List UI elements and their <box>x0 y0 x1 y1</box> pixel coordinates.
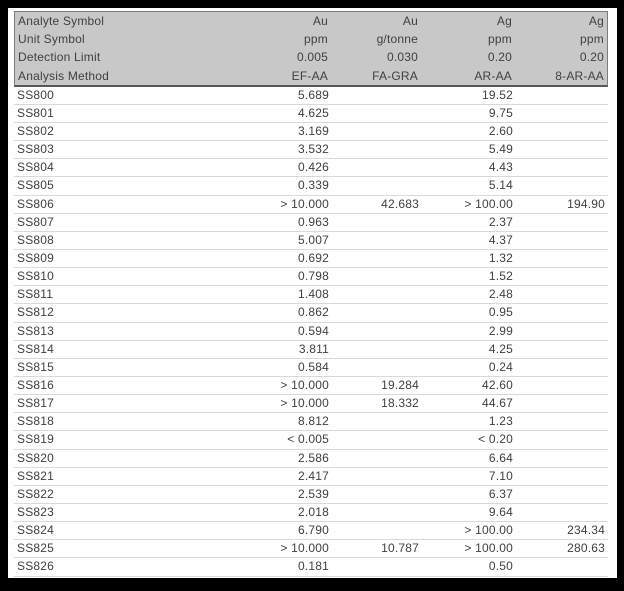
result-value <box>332 450 422 467</box>
header-row-label: Unit Symbol <box>18 32 85 47</box>
header-value: 0.20 <box>579 50 604 65</box>
sample-id: SS805 <box>17 178 55 193</box>
header-value: 0.030 <box>386 50 418 65</box>
table-row <box>14 377 608 395</box>
result-value <box>516 250 608 267</box>
result-value: 0.963 <box>297 214 329 229</box>
sample-id: SS806 <box>17 196 55 211</box>
result-value: 2.48 <box>488 287 513 302</box>
sample-id: SS810 <box>17 269 55 284</box>
result-value <box>516 304 608 321</box>
table-row <box>14 522 608 540</box>
header-row <box>15 48 607 66</box>
result-value <box>332 268 422 285</box>
result-value <box>332 304 422 321</box>
result-value: 0.181 <box>297 559 329 574</box>
sample-id: SS821 <box>17 468 55 483</box>
result-value: 7.10 <box>488 468 513 483</box>
header-value: 8-AR-AA <box>555 68 604 83</box>
result-value: > 10.000 <box>280 541 329 556</box>
result-value <box>516 486 608 503</box>
table-row <box>14 413 608 431</box>
sample-id: SS812 <box>17 305 55 320</box>
result-value <box>332 159 422 176</box>
result-value: 4.37 <box>488 232 513 247</box>
result-value <box>332 504 422 521</box>
table-row <box>14 141 608 159</box>
sample-id: SS822 <box>17 486 55 501</box>
result-value: 1.23 <box>488 414 513 429</box>
result-value: 4.625 <box>297 105 329 120</box>
result-value: 5.689 <box>297 87 329 102</box>
table-row <box>14 395 608 413</box>
result-value: 5.14 <box>488 178 513 193</box>
result-value: 0.24 <box>488 359 513 374</box>
result-value: > 100.00 <box>464 523 513 538</box>
header-value: 0.20 <box>487 50 512 65</box>
result-value: 2.417 <box>297 468 329 483</box>
result-value <box>516 232 608 249</box>
result-value <box>516 450 608 467</box>
header-value: FA-GRA <box>372 68 418 83</box>
table-row <box>14 486 608 504</box>
result-value: 4.25 <box>488 341 513 356</box>
result-value: 2.018 <box>297 504 329 519</box>
result-value <box>332 141 422 158</box>
sample-id: SS802 <box>17 124 55 139</box>
result-value: 4.43 <box>488 160 513 175</box>
table-row <box>14 196 608 214</box>
result-value: 9.75 <box>488 105 513 120</box>
table-row <box>14 87 608 105</box>
header-row <box>15 30 607 48</box>
result-value: 0.798 <box>297 269 329 284</box>
result-value: 0.692 <box>297 251 329 266</box>
result-value: 1.52 <box>488 269 513 284</box>
header-value: 0.005 <box>296 50 328 65</box>
result-value <box>516 558 608 575</box>
result-value: 2.586 <box>297 450 329 465</box>
result-value <box>516 141 608 158</box>
table-row <box>14 123 608 141</box>
result-value <box>332 232 422 249</box>
result-value: 6.37 <box>488 486 513 501</box>
table-row <box>14 558 608 576</box>
result-value <box>516 286 608 303</box>
result-value: 0.584 <box>297 359 329 374</box>
assay-results-table <box>14 87 608 577</box>
result-value: 280.63 <box>567 541 605 556</box>
header-value: ppm <box>488 32 512 47</box>
sample-id: SS816 <box>17 378 55 392</box>
table-row <box>14 359 608 377</box>
sample-id: SS819 <box>17 432 55 447</box>
result-value: 42.683 <box>381 196 419 211</box>
table-row <box>14 232 608 250</box>
table-row <box>14 431 608 449</box>
result-value: 8.812 <box>297 414 329 429</box>
sample-id: SS804 <box>17 160 55 175</box>
result-value <box>332 87 422 104</box>
table-row <box>14 450 608 468</box>
sample-id: SS814 <box>17 341 55 356</box>
sample-id: SS820 <box>17 450 55 465</box>
result-value <box>332 214 422 231</box>
result-value: > 10.000 <box>280 378 329 392</box>
result-value <box>516 341 608 358</box>
table-row <box>14 286 608 304</box>
result-value: 3.169 <box>297 124 329 139</box>
result-value: 3.532 <box>297 142 329 157</box>
table-row <box>14 304 608 322</box>
table-row <box>14 468 608 486</box>
header-row <box>15 12 607 30</box>
table-row <box>14 105 608 123</box>
result-value: 2.37 <box>488 214 513 229</box>
sample-id: SS801 <box>17 105 55 120</box>
result-value: > 10.000 <box>280 396 329 411</box>
table-row <box>14 341 608 359</box>
result-value: 3.811 <box>298 341 329 356</box>
result-value: > 10.000 <box>280 196 329 211</box>
result-value: 42.60 <box>481 378 513 392</box>
result-value <box>516 323 608 340</box>
result-value <box>516 359 608 376</box>
result-value: 6.790 <box>297 523 329 538</box>
sample-id: SS815 <box>17 359 55 374</box>
assay-header-block <box>14 11 608 87</box>
result-value <box>332 558 422 575</box>
result-value <box>516 504 608 521</box>
table-row <box>14 214 608 232</box>
result-value: 44.67 <box>481 396 513 411</box>
header-value: Au <box>402 14 418 28</box>
sample-id: SS813 <box>17 323 55 338</box>
sample-id: SS809 <box>17 251 55 266</box>
header-value: ppm <box>304 32 328 47</box>
result-value <box>332 486 422 503</box>
result-value <box>516 159 608 176</box>
result-value <box>332 323 422 340</box>
result-value <box>516 431 608 448</box>
sample-id: SS826 <box>17 559 55 574</box>
result-value: > 100.00 <box>464 541 513 556</box>
result-value: 0.862 <box>297 305 329 320</box>
result-value <box>516 413 608 430</box>
result-value: 0.594 <box>297 323 329 338</box>
header-row-label: Detection Limit <box>18 50 101 65</box>
sample-id: SS817 <box>17 396 55 411</box>
result-value: 1.408 <box>297 287 329 302</box>
result-value <box>516 87 608 104</box>
result-value <box>516 214 608 231</box>
sample-id: SS811 <box>17 287 54 302</box>
result-value: > 100.00 <box>464 196 513 211</box>
result-value <box>332 177 422 194</box>
result-value: 18.332 <box>381 396 419 411</box>
table-row <box>14 540 608 558</box>
result-value: 2.99 <box>488 323 513 338</box>
report-sheet <box>8 8 617 577</box>
result-value <box>332 286 422 303</box>
sample-id: SS823 <box>17 504 55 519</box>
result-value <box>516 123 608 140</box>
result-value: 0.426 <box>297 160 329 175</box>
result-value: 2.60 <box>488 124 513 139</box>
result-value: < 0.005 <box>287 432 329 447</box>
result-value: 0.50 <box>488 559 513 574</box>
sample-id: SS807 <box>17 214 55 229</box>
result-value: 5.007 <box>297 232 329 247</box>
header-row <box>15 67 607 85</box>
result-value: 1.32 <box>488 251 513 266</box>
table-row <box>14 268 608 286</box>
result-value <box>332 250 422 267</box>
header-value: Au <box>312 14 328 28</box>
result-value: < 0.20 <box>478 432 513 447</box>
result-value <box>516 377 608 394</box>
result-value <box>516 105 608 122</box>
result-value: 19.284 <box>381 378 419 392</box>
result-value: 234.34 <box>567 523 605 538</box>
result-value: 10.787 <box>381 541 419 556</box>
sample-id: SS800 <box>17 87 55 102</box>
result-value <box>516 268 608 285</box>
result-value: 0.339 <box>297 178 329 193</box>
result-value <box>332 431 422 448</box>
result-value <box>332 359 422 376</box>
table-row <box>14 323 608 341</box>
result-value: 2.539 <box>297 486 329 501</box>
result-value: 194.90 <box>567 196 605 211</box>
result-value <box>516 177 608 194</box>
header-value: EF-AA <box>291 68 328 83</box>
header-value: g/tonne <box>376 32 418 47</box>
header-value: AR-AA <box>474 68 512 83</box>
result-value <box>332 522 422 539</box>
result-value <box>332 123 422 140</box>
result-value <box>332 341 422 358</box>
sample-id: SS825 <box>17 541 55 556</box>
table-row <box>14 504 608 522</box>
result-value <box>516 468 608 485</box>
result-value <box>332 468 422 485</box>
table-row <box>14 250 608 268</box>
result-value <box>516 395 608 412</box>
header-value: Ag <box>588 14 604 28</box>
header-row-label: Analysis Method <box>18 68 110 83</box>
result-value <box>332 105 422 122</box>
sample-id: SS808 <box>17 232 55 247</box>
result-value <box>332 413 422 430</box>
table-row <box>14 159 608 177</box>
result-value: 5.49 <box>488 142 513 157</box>
table-row <box>14 177 608 195</box>
result-value: 9.64 <box>488 504 513 519</box>
result-value: 19.52 <box>481 87 513 102</box>
result-value: 0.95 <box>488 305 513 320</box>
header-row-label: Analyte Symbol <box>18 14 105 28</box>
header-value: Ag <box>496 14 512 28</box>
header-value: ppm <box>580 32 604 47</box>
sample-id: SS803 <box>17 142 55 157</box>
sample-id: SS818 <box>17 414 55 429</box>
result-value: 6.64 <box>488 450 513 465</box>
sample-id: SS824 <box>17 523 55 538</box>
